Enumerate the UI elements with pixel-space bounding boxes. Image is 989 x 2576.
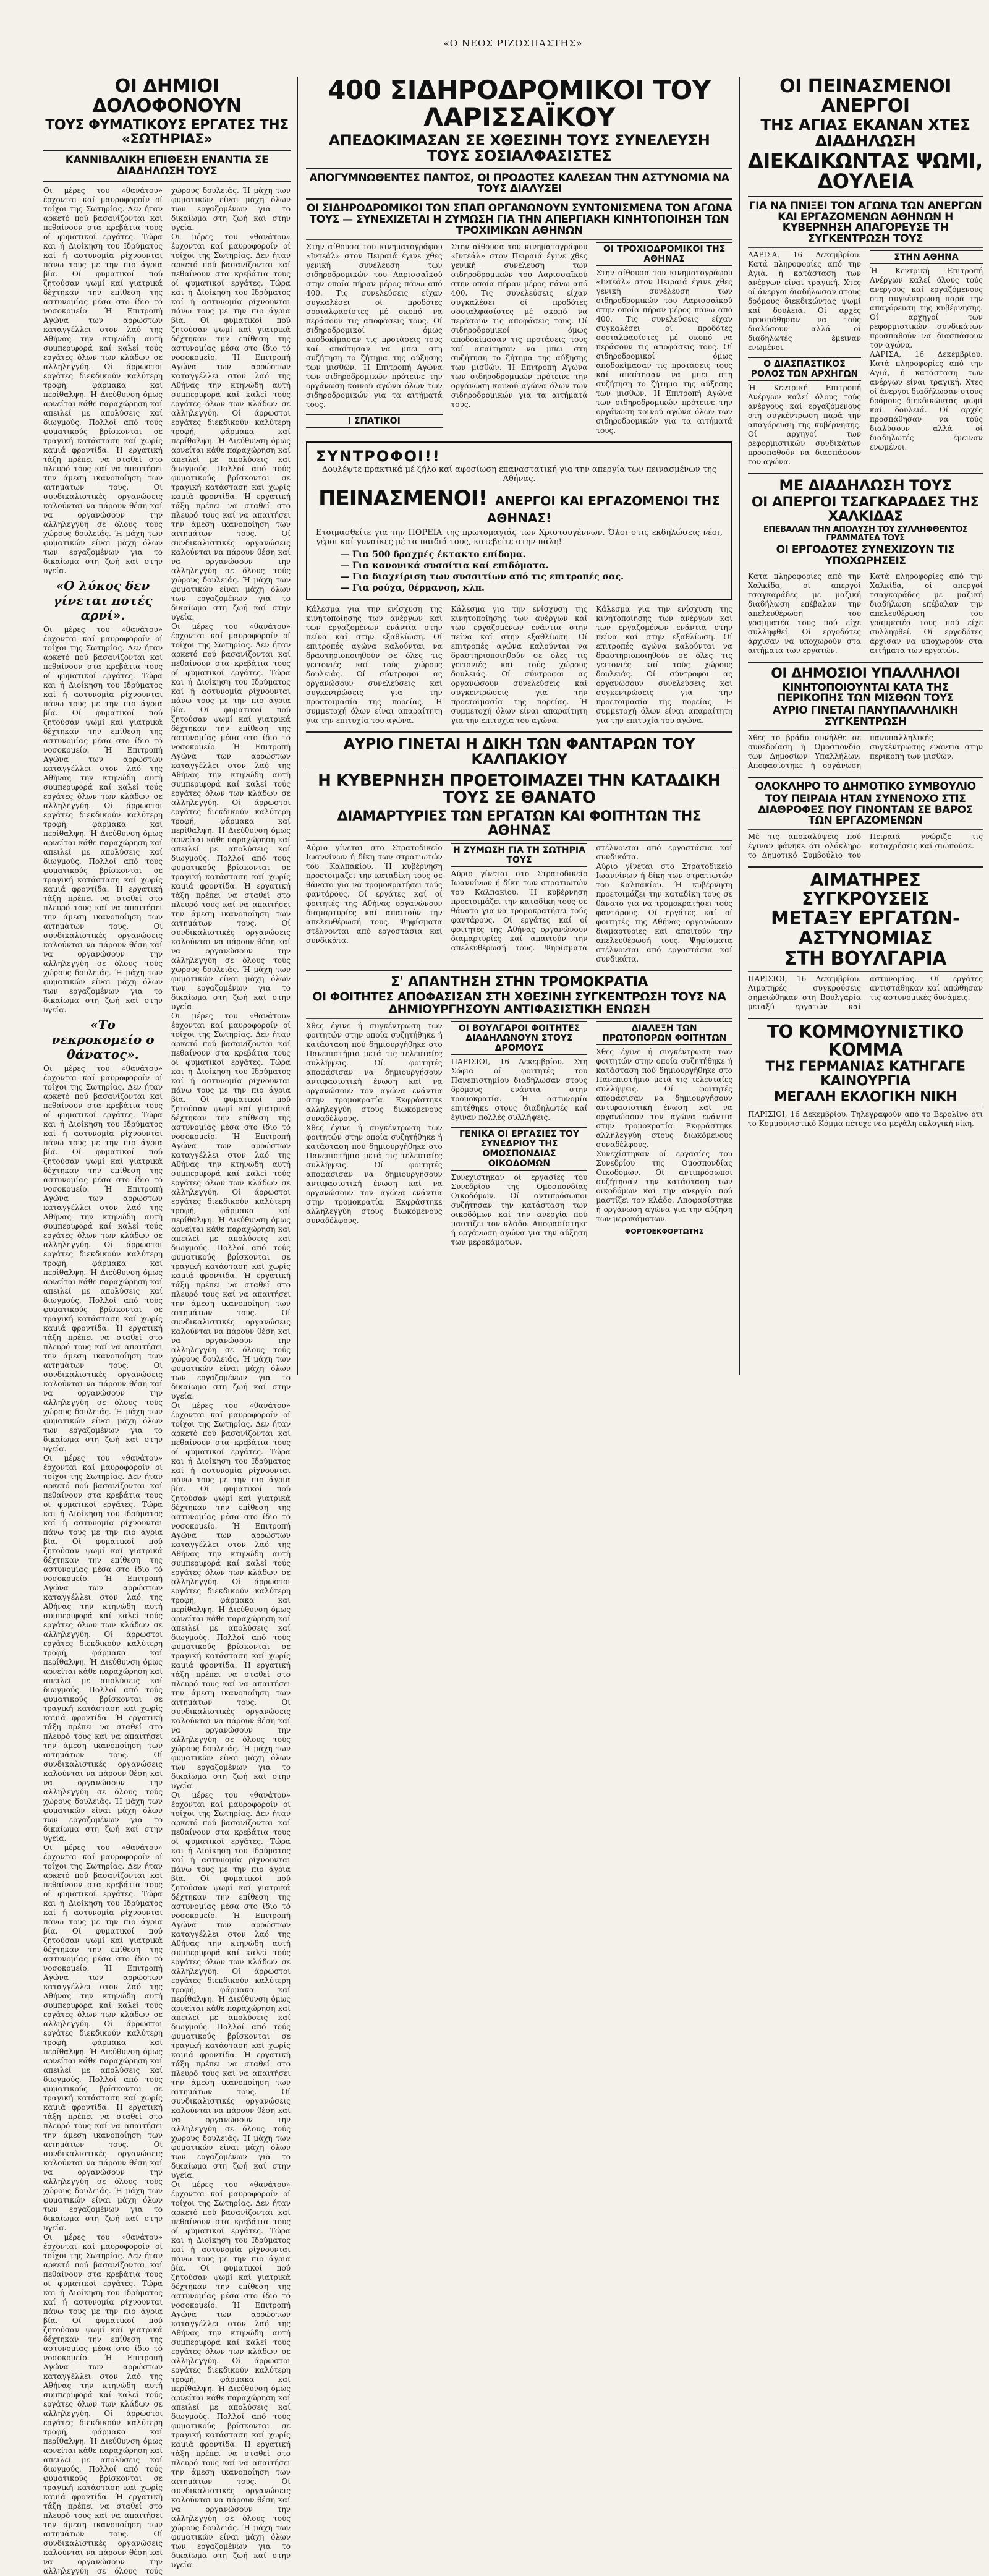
article-text: Κάλεσμα για την ενίσχυση της κινητοποίησης των ανέργων καί των εργαζομένων ενάντια στην πείνα καί στην εξαθλίωση. Οί επιτροπές αγώνα καλούνται να δραστηριοποιηθούν σε όλες τις γειτονιές καί τούς χώρους δουλειάς. Οί σύντροφοι ας οργανώσουν συνελεύσεις καί συγκεντρώσεις για την προετοιμασία της πορείας. Ή συμμετοχή όλων είναι απαραίτητη για την επιτυχία του αγώνα. <box>306 604 443 725</box>
callout-big-rest: ΑΝΕΡΓΟΙ ΚΑΙ ΕΡΓΑΖΟΜΕΝΟΙ ΤΗΣ ΑΘΗΝΑΣ! <box>486 493 720 526</box>
divider <box>748 829 983 830</box>
article-text: Στην αίθουσα του κινηματογράφου «Ιντεάλ» στον Πειραιά έγινε χθες γενική συνέλευση των σιδηροδρομικών του Λαρισσαϊκού στην οποία πήραν μέρος πάνω από 400. Τις συνελεύσεις είχαν συγκαλέσει οί προδότες σοσιαλφασίστες μέ σκοπό να περάσουν τις αποφάσεις τους. Οί σιδηροδρομικοί όμως αποδοκίμασαν τις προτάσεις τους καί απαίτησαν να μπει στη συζήτηση το ζήτημα της αύξησης των μισθών. Ή Επιτροπή Αγώνα των σιδηροδρομικών πρότεινε την οργάνωση κοινού αγώνα όλων των σιδηροδρομικών για τα αιτήματά τους. <box>596 268 732 435</box>
section-heading: Ι ΣΠΑΤΙΚΟΙ <box>306 414 443 428</box>
article-body <box>306 605 732 725</box>
section-heading: ΟΙ ΤΡΟΧΙΟΔΡΟΜΙΚΟΙ ΤΗΣ ΑΘΗΝΑΣ <box>596 242 732 266</box>
article-text: ΠΑΡΙΣΙΟΙ, 16 Δεκεμβρίου. Αιματηρές συγκρούσεις σημειώθηκαν στη Βουλγαρία μεταξύ εργατών καί αστυνομίας. Οί εργάτες αντιστάθηκαν καί απώθησαν τις αστυνομικές δυνάμεις. <box>748 974 983 1011</box>
divider <box>748 730 983 731</box>
divider <box>748 866 983 868</box>
article-text: ΠΑΡΙΣΙΟΙ, 16 Δεκεμβρίου. Τηλεγραφούν από το Βερολίνο ότι το Κομμουνιστικό Κόμμα πέτυχε νέα μεγάλη εκλογική νίκη. <box>748 1109 983 1128</box>
column-right <box>748 77 983 1375</box>
list-item: — Για ρούχα, θέρμανση, κλπ. <box>341 582 485 593</box>
headline: ΟΙ ΑΠΕΡΓΟΙ ΤΣΑΓΚΑΡΑΔΕΣ ΤΗΣ ΧΑΛΚΙΔΑΣ <box>751 495 980 525</box>
article-body <box>748 733 983 770</box>
headline: ΤΟΥ ΠΕΙΡΑΙΑ ΗΤΑΝ ΣΥΝΕΝΟΧΟ ΣΤΙΣ ΔΙΑΘΡΟΦΕΣ ΠΟΥ ΓΙΝΟΝΤΑΝ ΣΕ ΒΑΡΟΣ ΤΩΝ ΕΡΓΑΖΟΜΕΝΩΝ <box>758 792 973 827</box>
divider <box>306 840 732 841</box>
subheadline: ΚΑΝΝΙΒΑΛΙΚΗ ΕΠΙΘΕΣΗ ΕΝΑΝΤΙΑ ΣΕ ΔΙΑΔΗΛΩΣΗ ΤΟΥΣ <box>65 154 269 178</box>
article-body <box>43 186 291 2576</box>
divider <box>748 662 983 663</box>
article-text: Συνεχίστηκαν οί εργασίες του Συνεδρίου της Ομοσπονδίας Οικοδόμων. Οί αντιπρόσωποι συζήτησαν την κατάσταση των οικοδόμων καί την ανεργία πού μαστίζει τον κλάδο. Αποφασίστηκε ή οργάνωση αγώνα για την αύξηση των μεροκάματων. <box>596 1149 732 1223</box>
article-text: Οι μέρες του «θανάτου» έρχονται καί μαυροφοροίν οί τοίχοι της Σωτηρίας. Δεν ήταν αρκετό πού βασανίζονται καί πεθαίνουν στα κρεβάτια τους οί φυματικοί εργάτες. Τώρα και ή Διοίκηση του Ιδρύματος καί ή αστυνομία ρίχνουνται πάνω τους με την πιο άγρια βία. Οί φυματικοί πού ζητούσαν ψωμί καί γιατρικά δέχτηκαν την επίθεση της αστυνομίας μέσα στο ίδιο τό νοσοκομείο. Ή Επιτροπή Αγώνα των αρρώστων καταγγέλλει στον λαό της Αθήνας την κτηνώδη αυτή συμπεριφορά καί καλεί τούς εργάτες όλων των κλάδων σε αλληλεγγύη. Οί άρρωστοι εργάτες διεκδικούν καλύτερη τροφή, φάρμακα καί περίθαλψη. Ή Διεύθυνση όμως αρνείται κάθε παραχώρηση καί απειλεί με απολύσεις καί διωγμούς. Πολλοί από τούς φυματικούς βρίσκονται σε τραγική κατάσταση καί χωρίς καμιά φροντίδα. Ή εργατική τάξη πρέπει να σταθεί στο πλευρό τους καί να απαιτήσει την άμεση ικανοποίηση των αιτημάτων τους. Οί συνδικαλιστικές οργανώσεις καλούνται να πάρουν θέση καί να οργανώσουν την αλληλεγγύη σε όλους τούς χώρους δουλειάς. Ή μάχη των φυματικών είναι μάχη όλων των εργαζομένων για το δικαίωμα στη ζωή καί στην υγεία. <box>43 1843 163 2232</box>
headline: ΤΗΣ ΑΓΙΑΣ ΕΚΑΝΑΝ ΧΤΕΣ ΔΙΑΔΗΛΩΣΗ <box>760 116 970 150</box>
subheadline: ΟΙ ΕΡΓΟΔΟΤΕΣ ΣΥΝΕΧΙΖΟΥΝ ΤΙΣ ΥΠΟΧΩΡΗΣΕΙΣ <box>776 543 955 567</box>
article-text: Κάλεσμα για την ενίσχυση της κινητοποίησης των ανέργων καί των εργαζομένων ενάντια στην πείνα καί στην εξαθλίωση. Οί επιτροπές αγώνα καλούνται να δραστηριοποιηθούν σε όλες τις γειτονιές καί τούς χώρους δουλειάς. Οί σύντροφοι ας οργανώσουν συνελεύσεις καί συγκεντρώσεις για την προετοιμασία της πορείας. Ή συμμετοχή όλων είναι απαραίτητη για την επιτυχία του αγώνα. <box>451 604 588 725</box>
headline: ΜΕ ΔΙΑΔΗΛΩΣΗ ΤΟΥΣ <box>779 477 952 495</box>
headline: ΟΙ ΔΗΜΟΣΙΟΙ ΥΠΑΛΛΗΛΟΙ <box>771 666 960 682</box>
divider <box>43 150 291 151</box>
list-item: — Για διαχείριση των συσσιτίων από τις επιτροπές σας. <box>341 571 624 582</box>
headline: ΟΙ ΦΟΙΤΗΤΕΣ ΑΠΟΦΑΣΙΣΑΝ ΣΤΗ ΧΘΕΣΙΝΗ ΣΥΓΚΕΝΤΡΩΣΗ ΤΟΥΣ ΝΑ ΔΗΜΙΟΥΡΓΗΣΟΥΝ ΑΝΤΙΦΑΣΙΣΤΙΚΗ ΕΝΩΣΗ <box>312 990 726 1016</box>
article-text: Οι μέρες του «θανάτου» έρχονται καί μαυροφοροίν οί τοίχοι της Σωτηρίας. Δεν ήταν αρκετό πού βασανίζονται καί πεθαίνουν στα κρεβάτια τους οί φυματικοί εργάτες. Τώρα και ή Διοίκηση του Ιδρύματος καί ή αστυνομία ρίχνουνται πάνω τους με την πιο άγρια βία. Οί φυματικοί πού ζητούσαν ψωμί καί γιατρικά δέχτηκαν την επίθεση της αστυνομίας μέσα στο ίδιο τό νοσοκομείο. Ή Επιτροπή Αγώνα των αρρώστων καταγγέλλει στον λαό της Αθήνας την κτηνώδη αυτή συμπεριφορά καί καλεί τούς εργάτες όλων των κλάδων σε αλληλεγγύη. Οί άρρωστοι εργάτες διεκδικούν καλύτερη τροφή, φάρμακα καί περίθαλψη. Ή Διεύθυνση όμως αρνείται κάθε παραχώρηση καί απειλεί με απολύσεις καί διωγμούς. Πολλοί από τούς φυματικούς βρίσκονται σε τραγική κατάσταση καί χωρίς καμιά φροντίδα. Ή εργατική τάξη πρέπει να σταθεί στο πλευρό τους καί να απαιτήσει την άμεση ικανοποίηση των αιτημάτων τους. Οί συνδικαλιστικές οργανώσεις καλούνται να πάρουν θέση καί να οργανώσουν την αλληλεγγύη σε όλους τούς χώρους δουλειάς. Ή μάχη των φυματικών είναι μάχη όλων των εργαζομένων για το δικαίωμα στη ζωή καί στην υγεία. <box>171 2180 291 2569</box>
section-heading: ΓΕΝΙΚΑ ΟΙ ΕΡΓΑΣΙΕΣ ΤΟΥ ΣΥΝΕΔΡΙΟΥ ΤΗΣ ΟΜΟΣΠΟΝΔΙΑΣ ΟΙΚΟΔΟΜΩΝ <box>451 1127 588 1171</box>
article-text: Κάλεσμα για την ενίσχυση της κινητοποίησης των ανέργων καί των εργαζομένων ενάντια στην πείνα καί στην εξαθλίωση. Οί επιτροπές αγώνα καλούνται να δραστηριοποιηθούν σε όλες τις γειτονιές καί τούς χώρους δουλειάς. Οί σύντροφοι ας οργανώσουν συνελεύσεις καί συγκεντρώσεις για την προετοιμασία της πορείας. Ή συμμετοχή όλων είναι απαραίτητη για την επιτυχία του αγώνα. <box>596 604 732 725</box>
article-text: Χθες έγινε ή συγκέντρωση των φοιτητών στην οποία συζητήθηκε ή κατάσταση πού δημιουργήθηκε στο Πανεπιστήμιο μετά τις τελευταίες συλλήψεις. Οί φοιτητές αποφάσισαν να δημιουργήσουν αντιφασιστική ένωση καί να οργανώσουν τον αγώνα ενάντια στην τρομοκρατία. Εκφράστηκε αλληλεγγύη στους διωκόμενους συναδέλφους. <box>306 1123 443 1225</box>
headline: ΑΠΕΔΟΚΙΜΑΣΑΝ ΣΕ ΧΘΕΣΙΝΗ ΤΟΥΣ ΣΥΝΕΛΕΥΣΗ ΤΟΥΣ ΣΟΣΙΑΛΦΑΣΙΣΤΕΣ <box>328 132 710 165</box>
section-heading: ΣΤΗΝ ΑΘΗΝΑ <box>870 250 983 264</box>
divider <box>306 198 732 200</box>
callout-title: ΣΥΝΤΡΟΦΟΙ!! <box>316 447 441 465</box>
divider <box>306 168 732 169</box>
headline: ΜΕΓΑΛΗ ΕΚΛΟΓΙΚΗ ΝΙΚΗ <box>773 1089 957 1105</box>
divider <box>748 971 983 972</box>
divider <box>748 777 983 778</box>
pull-quote: «Ο λύκος δεν γίνεται ποτές αρνί». <box>53 578 153 623</box>
column-left <box>43 75 291 2575</box>
divider <box>43 181 291 182</box>
divider <box>748 196 983 197</box>
article-text: Χθες το βράδυ συνήλθε σε συνεδρίαση ή Ομοσπονδία των Δημοσίων Υπαλλήλων. Αποφασίστηκε ή οργάνωση πανυπαλληλικής συγκέντρωσης ενάντια στην περικοπή των μισθών. <box>748 733 983 770</box>
headline: ΜΕΤΑΞΥ ΕΡΓΑΤΩΝ-ΑΣΤΥΝΟΜΙΑΣ <box>771 908 960 949</box>
callout-box <box>306 441 732 600</box>
article-text: Οι μέρες του «θανάτου» έρχονται καί μαυροφοροίν οί τοίχοι της Σωτηρίας. Δεν ήταν αρκετό πού βασανίζονται καί πεθαίνουν στα κρεβάτια τους οί φυματικοί εργάτες. Τώρα και ή Διοίκηση του Ιδρύματος καί ή αστυνομία ρίχνουνται πάνω τους με την πιο άγρια βία. Οί φυματικοί πού ζητούσαν ψωμί καί γιατρικά δέχτηκαν την επίθεση της αστυνομίας μέσα στο ίδιο τό νοσοκομείο. Ή Επιτροπή Αγώνα των αρρώστων καταγγέλλει στον λαό της Αθήνας την κτηνώδη αυτή συμπεριφορά καί καλεί τούς εργάτες όλων των κλάδων σε αλληλεγγύη. Οί άρρωστοι εργάτες διεκδικούν καλύτερη τροφή, φάρμακα καί περίθαλψη. Ή Διεύθυνση όμως αρνείται κάθε παραχώρηση καί απειλεί με απολύσεις καί διωγμούς. Πολλοί από τούς φυματικούς βρίσκονται σε τραγική κατάσταση καί χωρίς καμιά φροντίδα. Ή εργατική τάξη πρέπει να σταθεί στο πλευρό τους καί να απαιτήσει την άμεση ικανοποίηση των αιτημάτων τους. Οί συνδικαλιστικές οργανώσεις καλούνται να πάρουν θέση καί να οργανώσουν την αλληλεγγύη σε όλους τούς χώρους δουλειάς. Ή μάχη των φυματικών είναι μάχη όλων των εργαζομένων για το δικαίωμα στη ζωή καί στην υγεία. <box>171 1011 291 1401</box>
column-divider <box>739 77 740 1375</box>
article-text: Χθες έγινε ή συγκέντρωση των φοιτητών στην οποία συζητήθηκε ή κατάσταση πού δημιουργήθηκε στο Πανεπιστήμιο μετά τις τελευταίες συλλήψεις. Οί φοιτητές αποφάσισαν να δημιουργήσουν αντιφασιστική ένωση καί να οργανώσουν τον αγώνα ενάντια στην τρομοκρατία. Εκφράστηκε αλληλεγγύη στους διωκόμενους συναδέλφους. <box>306 1021 443 1123</box>
article-text: Κατά πληροφορίες από την Χαλκίδα, οί απεργοί τσαγκαράδες με μαζική διαδήλωση επέβαλαν την απελευθέρωση του γραμματέα τους πού είχε συλληφθεί. Οί εργοδότες άρχισαν να υποχωρούν στα αιτήματα των εργατών. <box>748 572 861 655</box>
list-item: — Για κανονικά συσσίτια καί επιδόματα. <box>341 560 549 571</box>
article-text: ΠΑΡΙΣΙΟΙ, 16 Δεκεμβρίου. Στη Σόφια οί φοιτητές του Πανεπιστημίου διαδήλωσαν στους δρόμους ενάντια στην τρομοκρατία. Ή αστυνομία επιτέθηκε στους διαδηλωτές καί έγιναν πολλές συλλήψεις. <box>451 1057 588 1122</box>
headline: Η ΚΥΒΕΡΝΗΣΗ ΠΡΟΕΤΟΙΜΑΖΕΙ ΤΗΝ ΚΑΤΑΔΙΚΗ ΤΟΥΣ ΣΕ ΘΑΝΑΤΟ <box>318 772 721 808</box>
section-heading: Η ΖΥΜΩΣΗ ΓΙΑ ΤΗ ΣΩΤΗΡΙΑ ΤΟΥΣ <box>451 843 588 867</box>
headline: ΔΙΕΚΔΙΚΩΝΤΑΣ ΨΩΜΙ, ΔΟΥΛΕΙΑ <box>748 148 983 194</box>
headline: ΑΥΡΙΟ ΓΙΝΕΤΑΙ ΠΑΝΥΠΑΛΛΗΛΙΚΗ ΣΥΓΚΕΝΤΡΩΣΗ <box>773 704 958 728</box>
subheadline: ΑΠΟΓΥΜΝΩΘΕΝΤΕΣ ΠΑΝΤΟΣ, ΟΙ ΠΡΟΔΟΤΕΣ ΚΑΛΕΣΑΝ ΤΗΝ ΑΣΤΥΝΟΜΙΑ ΝΑ ΤΟΥΣ ΔΙΑΛΥΣΕΙ <box>309 171 729 195</box>
article-text: Αύριο γίνεται στο Στρατοδικείο Ιωαννίνων ή δίκη των στρατιωτών του Καλπακίου. Ή κυβέρνηση προετοιμάζει την καταδίκη τους σε θάνατο για να τρομοκρατήσει τούς φαντάρους. Οί εργάτες καί οί φοιτητές της Αθήνας οργανώνουν διαμαρτυρίες καί απαιτούν την απελευθέρωσή τους. Ψηφίσματα στέλνονται από εργοστάσια καί συνδικάτα. <box>451 843 732 952</box>
article-body <box>748 975 983 1012</box>
article-text: Στην αίθουσα του κινηματογράφου «Ιντεάλ» στον Πειραιά έγινε χθες γενική συνέλευση των σιδηροδρομικών του Λαρισσαϊκού στην οποία πήραν μέρος πάνω από 400. Τις συνελεύσεις είχαν συγκαλέσει οί προδότες σοσιαλφασίστες μέ σκοπό να περάσουν τις αποφάσεις τους. Οί σιδηροδρομικοί όμως αποδοκίμασαν τις προτάσεις τους καί απαίτησαν να μπει στη συζήτηση το ζήτημα της αύξησης των μισθών. Ή Επιτροπή Αγώνα των σιδηροδρομικών πρότεινε την οργάνωση κοινού αγώνα όλων των σιδηροδρομικών για τα αιτήματά τους. <box>451 242 588 409</box>
headline: ΑΥΡΙΟ ΓΙΝΕΤΑΙ Η ΔΙΚΗ ΤΩΝ ΦΑΝΤΑΡΩΝ ΤΟΥ ΚΑΛΠΑΚΙΟΥ <box>343 735 695 768</box>
article-text: Συνεχίστηκαν οί εργασίες του Συνεδρίου της Ομοσπονδίας Οικοδόμων. Οί αντιπρόσωποι συζήτησαν την κατάσταση των οικοδόμων καί την ανεργία πού μαστίζει τον κλάδο. Αποφασίστηκε ή οργάνωση αγώνα για την αύξηση των μεροκάματων. <box>451 1172 588 1247</box>
article-text: Αύριο γίνεται στο Στρατοδικείο Ιωαννίνων ή δίκη των στρατιωτών του Καλπακίου. Ή κυβέρνηση προετοιμάζει την καταδίκη τους σε θάνατο για να τρομοκρατήσει τούς φαντάρους. Οί εργάτες καί οί φοιτητές της Αθήνας οργανώνουν διαμαρτυρίες καί απαιτούν την απελευθέρωσή τους. Ψηφίσματα στέλνονται από εργοστάσια καί συνδικάτα. <box>596 861 732 963</box>
column-center <box>306 77 732 1375</box>
article-body <box>306 242 732 435</box>
article-body <box>748 832 983 860</box>
headline: ΟΙ ΔΗΜΙΟΙ ΔΟΛΟΦΟΝΟΥΝ <box>92 75 242 117</box>
section-heading: Ο ΔΙΑΣΠΑΣΤΙΚΟΣ ΡΟΛΟΣ ΤΩΝ ΑΡΧΗΓΩΝ <box>748 357 861 381</box>
masthead <box>43 37 983 72</box>
divider <box>306 1018 732 1019</box>
headline: ΟΛΟΚΛΗΡΟ ΤΟ ΔΗΜΟΤΙΚΟ ΣΥΜΒΟΥΛΙΟ <box>755 780 976 793</box>
headline: ΚΙΝΗΤΟΠΟΙΟΥΝΤΑΙ ΚΑΤΑ ΤΗΣ ΠΕΡΙΚΟΠΗΣ ΤΩΝ ΜΙΣΘΩΝ ΤΟΥΣ <box>777 681 954 705</box>
headline: ΤΗΣ ΓΕΡΜΑΝΙΑΣ ΚΑΤΗΓΑΓΕ ΚΑΙΝΟΥΡΓΙΑ <box>765 1059 966 1090</box>
subheadline: ΓΙΑ ΝΑ ΠΝΙΞΕΙ ΤΟΝ ΑΓΩΝΑ ΤΩΝ ΑΝΕΡΓΩΝ ΚΑΙ ΕΡΓΑΖΟΜΕΝΩΝ ΑΘΗΝΩΝ Η ΚΥΒΕΡΝΗΣΗ ΑΠΑΓΟΡΕΥΣΕ ΤΗ ΣΥΓΚΕΝΤΡΩΣΗ ΤΟΥΣ <box>749 199 982 245</box>
article-text: ΛΑΡΙΣΑ, 16 Δεκεμβρίου. Κατά πληροφορίες από την Αγιά, ή κατάσταση των ανέργων είναι τραγική. Χτες οί άνεργοι διαδήλωσαν στους δρόμους διεκδικώντας ψωμί καί δουλειά. Οί αρχές προσπάθησαν να τούς διαλύσουν αλλά οί διαδηλωτές έμειναν ενωμένοι. <box>748 250 861 352</box>
article-text: Οι μέρες του «θανάτου» έρχονται καί μαυροφοροίν οί τοίχοι της Σωτηρίας. Δεν ήταν αρκετό πού βασανίζονται καί πεθαίνουν στα κρεβάτια τους οί φυματικοί εργάτες. Τώρα και ή Διοίκηση του Ιδρύματος καί ή αστυνομία ρίχνουνται πάνω τους με την πιο άγρια βία. Οί φυματικοί πού ζητούσαν ψωμί καί γιατρικά δέχτηκαν την επίθεση της αστυνομίας μέσα στο ίδιο τό νοσοκομείο. Ή Επιτροπή Αγώνα των αρρώστων καταγγέλλει στον λαό της Αθήνας την κτηνώδη αυτή συμπεριφορά καί καλεί τούς εργάτες όλων των κλάδων σε αλληλεγγύη. Οί άρρωστοι εργάτες διεκδικούν καλύτερη τροφή, φάρμακα καί περίθαλψη. Ή Διεύθυνση όμως αρνείται κάθε παραχώρηση καί απειλεί με απολύσεις καί διωγμούς. Πολλοί από τούς φυματικούς βρίσκονται σε τραγική κατάσταση καί χωρίς καμιά φροντίδα. Ή εργατική τάξη πρέπει να σταθεί στο πλευρό τους καί να απαιτήσει την άμεση ικανοποίηση των αιτημάτων τους. Οί συνδικαλιστικές οργανώσεις καλούνται να πάρουν θέση καί να οργανώσουν την αλληλεγγύη σε όλους τούς χώρους δουλειάς. Ή μάχη των φυματικών είναι μάχη όλων των εργαζομένων για το δικαίωμα στη ζωή καί στην υγεία. <box>171 621 291 1011</box>
headline: ΤΟ ΚΟΜΜΟΥΝΙΣΤΙΚΟ ΚΟΜΜΑ <box>767 1021 964 1060</box>
headline: ΑΙΜΑΤΗΡΕΣ ΣΥΓΚΡΟΥΣΕΙΣ <box>802 870 929 909</box>
divider <box>748 247 983 248</box>
article-text: ΛΑΡΙΣΑ, 16 Δεκεμβρίου. Κατά πληροφορίες από την Αγιά, ή κατάσταση των ανέργων είναι τραγική. Χτες οί άνεργοι διαδήλωσαν στους δρόμους διεκδικώντας ψωμί καί δουλειά. Οί αρχές προσπάθησαν να τούς διαλύσουν αλλά οί διαδηλωτές έμειναν ενωμένοι. <box>870 350 983 452</box>
demands-list <box>341 549 723 594</box>
article-text: Κατά πληροφορίες από την Χαλκίδα, οί απεργοί τσαγκαράδες με μαζική διαδήλωση επέβαλαν την απελευθέρωση του γραμματέα τους πού είχε συλληφθεί. Οί εργοδότες άρχισαν να υποχωρούν στα αιτήματα των εργατών. <box>870 572 983 655</box>
article-text: Οι μέρες του «θανάτου» έρχονται καί μαυροφοροίν οί τοίχοι της Σωτηρίας. Δεν ήταν αρκετό πού βασανίζονται καί πεθαίνουν στα κρεβάτια τους οί φυματικοί εργάτες. Τώρα και ή Διοίκηση του Ιδρύματος καί ή αστυνομία ρίχνουνται πάνω τους με την πιο άγρια βία. Οί φυματικοί πού ζητούσαν ψωμί καί γιατρικά δέχτηκαν την επίθεση της αστυνομίας μέσα στο ίδιο τό νοσοκομείο. Ή Επιτροπή Αγώνα των αρρώστων καταγγέλλει στον λαό της Αθήνας την κτηνώδη αυτή συμπεριφορά καί καλεί τούς εργάτες όλων των κλάδων σε αλληλεγγύη. Οί άρρωστοι εργάτες διεκδικούν καλύτερη τροφή, φάρμακα καί περίθαλψη. Ή Διεύθυνση όμως αρνείται κάθε παραχώρηση καί απειλεί με απολύσεις καί διωγμούς. Πολλοί από τούς φυματικούς βρίσκονται σε τραγική κατάσταση καί χωρίς καμιά φροντίδα. Ή εργατική τάξη πρέπει να σταθεί στο πλευρό τους καί να απαιτήσει την άμεση ικανοποίηση των αιτημάτων τους. Οί συνδικαλιστικές οργανώσεις καλούνται να πάρουν θέση καί να οργανώσουν την αλληλεγγύη σε όλους τούς χώρους δουλειάς. Ή μάχη των φυματικών είναι μάχη όλων των εργαζομένων για το δικαίωμα στη ζωή καί στην υγεία. <box>171 232 291 621</box>
article-text: Οι μέρες του «θανάτου» έρχονται καί μαυροφοροίν οί τοίχοι της Σωτηρίας. Δεν ήταν αρκετό πού βασανίζονται καί πεθαίνουν στα κρεβάτια τους οί φυματικοί εργάτες. Τώρα και ή Διοίκηση του Ιδρύματος καί ή αστυνομία ρίχνουνται πάνω τους με την πιο άγρια βία. Οί φυματικοί πού ζητούσαν ψωμί καί γιατρικά δέχτηκαν την επίθεση της αστυνομίας μέσα στο ίδιο τό νοσοκομείο. Ή Επιτροπή Αγώνα των αρρώστων καταγγέλλει στον λαό της Αθήνας την κτηνώδη αυτή συμπεριφορά καί καλεί τούς εργάτες όλων των κλάδων σε αλληλεγγύη. Οί άρρωστοι εργάτες διεκδικούν καλύτερη τροφή, φάρμακα καί περίθαλψη. Ή Διεύθυνση όμως αρνείται κάθε παραχώρηση καί απειλεί με απολύσεις καί διωγμούς. Πολλοί από τούς φυματικούς βρίσκονται σε τραγική κατάσταση καί χωρίς καμιά φροντίδα. Ή εργατική τάξη πρέπει να σταθεί στο πλευρό τους καί να απαιτήσει την άμεση ικανοποίηση των αιτημάτων τους. Οί συνδικαλιστικές οργανώσεις καλούνται να πάρουν θέση καί να οργανώσουν την αλληλεγγύη σε όλους τούς χώρους δουλειάς. Ή μάχη των φυματικών είναι μάχη όλων των εργαζομένων για το δικαίωμα στη ζωή καί στην υγεία. <box>43 1453 163 1843</box>
article-text: Οι μέρες του «θανάτου» έρχονται καί μαυροφοροίν οί τοίχοι της Σωτηρίας. Δεν ήταν αρκετό πού βασανίζονται καί πεθαίνουν στα κρεβάτια τους οί φυματικοί εργάτες. Τώρα και ή Διοίκηση του Ιδρύματος καί ή αστυνομία ρίχνουνται πάνω τους με την πιο άγρια βία. Οί φυματικοί πού ζητούσαν ψωμί καί γιατρικά δέχτηκαν την επίθεση της αστυνομίας μέσα στο ίδιο τό νοσοκομείο. Ή Επιτροπή Αγώνα των αρρώστων καταγγέλλει στον λαό της Αθήνας την κτηνώδη αυτή συμπεριφορά καί καλεί τούς εργάτες όλων των κλάδων σε αλληλεγγύη. Οί άρρωστοι εργάτες διεκδικούν καλύτερη τροφή, φάρμακα καί περίθαλψη. Ή Διεύθυνση όμως αρνείται κάθε παραχώρηση καί απειλεί με απολύσεις καί διωγμούς. Πολλοί από τούς φυματικούς βρίσκονται σε τραγική κατάσταση καί χωρίς καμιά φροντίδα. Ή εργατική τάξη πρέπει να σταθεί στο πλευρό τους καί να απαιτήσει την άμεση ικανοποίηση των αιτημάτων τους. Οί συνδικαλιστικές οργανώσεις καλούνται να πάρουν θέση καί να οργανώσουν την αλληλεγγύη σε όλους τούς χώρους δουλειάς. Ή μάχη των φυματικών είναι μάχη όλων των εργαζομένων για το δικαίωμα στη ζωή καί στην υγεία. <box>171 1790 291 2180</box>
footer-signature: ΦΟΡΤΟΕΚΦΟΡΤΩΤΗΣ <box>624 1227 704 1235</box>
divider <box>306 731 732 733</box>
article-text: Οι μέρες του «θανάτου» έρχονται καί μαυροφοροίν οί τοίχοι της Σωτηρίας. Δεν ήταν αρκετό πού βασανίζονται καί πεθαίνουν στα κρεβάτια τους οί φυματικοί εργάτες. Τώρα και ή Διοίκηση του Ιδρύματος καί ή αστυνομία ρίχνουνται πάνω τους με την πιο άγρια βία. Οί φυματικοί πού ζητούσαν ψωμί καί γιατρικά δέχτηκαν την επίθεση της αστυνομίας μέσα στο ίδιο τό νοσοκομείο. Ή Επιτροπή Αγώνα των αρρώστων καταγγέλλει στον λαό της Αθήνας την κτηνώδη αυτή συμπεριφορά καί καλεί τούς εργάτες όλων των κλάδων σε αλληλεγγύη. Οί άρρωστοι εργάτες διεκδικούν καλύτερη τροφή, φάρμακα καί περίθαλψη. Ή Διεύθυνση όμως αρνείται κάθε παραχώρηση καί απειλεί με απολύσεις καί διωγμούς. Πολλοί από τούς φυματικούς βρίσκονται σε τραγική κατάσταση καί χωρίς καμιά φροντίδα. Ή εργατική τάξη πρέπει να σταθεί στο πλευρό τους καί να απαιτήσει την άμεση ικανοποίηση των αιτημάτων τους. Οί συνδικαλιστικές οργανώσεις καλούνται να πάρουν θέση καί να οργανώσουν την αλληλεγγύη σε όλους τούς χώρους δουλειάς. Ή μάχη των φυματικών είναι μάχη όλων των εργαζομένων για το δικαίωμα στη ζωή καί στην υγεία. <box>43 625 163 1014</box>
headline: Σ' ΑΠΑΝΤΗΣΗ ΣΤΗΝ ΤΡΟΜΟΚΡΑΤΙΑ <box>390 974 648 990</box>
headline: ΣΤΗ ΒΟΥΛΓΑΡΙΑ <box>784 948 947 970</box>
article-text: Χθες έγινε ή συγκέντρωση των φοιτητών στην οποία συζητήθηκε ή κατάσταση πού δημιουργήθηκε στο Πανεπιστήμιο μετά τις τελευταίες συλλήψεις. Οί φοιτητές αποφάσισαν να δημιουργήσουν αντιφασιστική ένωση καί να οργανώσουν τον αγώνα ενάντια στην τρομοκρατία. Εκφράστηκε αλληλεγγύη στους διωκόμενους συναδέλφους. <box>596 1047 732 1149</box>
article-text: Ή Κεντρική Επιτροπή Ανέργων καλεί όλους τούς ανέργους καί εργαζόμενους στη συγκέντρωση παρά την απαγόρευση της κυβέρνησης. Οί αρχηγοί των ρεφορμιστικών συνδικάτων προσπαθούν να διασπάσουν τον αγώνα. <box>870 267 983 350</box>
subheadline: ΕΠΕΒΑΛΑΝ ΤΗΝ ΑΠΟΛΥΣΗ ΤΟΥ ΣΥΛΛΗΦΘΕΝΤΟΣ ΓΡΑΜΜΑΤΕΑ ΤΟΥΣ <box>763 525 968 544</box>
callout-heading <box>316 486 723 526</box>
article-text: Οι μέρες του «θανάτου» έρχονται καί μαυροφοροίν οί τοίχοι της Σωτηρίας. Δεν ήταν αρκετό πού βασανίζονται καί πεθαίνουν στα κρεβάτια τους οί φυματικοί εργάτες. Τώρα και ή Διοίκηση του Ιδρύματος καί ή αστυνομία ρίχνουνται πάνω τους με την πιο άγρια βία. Οί φυματικοί πού ζητούσαν ψωμί καί γιατρικά δέχτηκαν την επίθεση της αστυνομίας μέσα στο ίδιο τό νοσοκομείο. Ή Επιτροπή Αγώνα των αρρώστων καταγγέλλει στον λαό της Αθήνας την κτηνώδη αυτή συμπεριφορά καί καλεί τούς εργάτες όλων των κλάδων σε αλληλεγγύη. Οί άρρωστοι εργάτες διεκδικούν καλύτερη τροφή, φάρμακα καί περίθαλψη. Ή Διεύθυνση όμως αρνείται κάθε παραχώρηση καί απειλεί με απολύσεις καί διωγμούς. Πολλοί από τούς φυματικούς βρίσκονται σε τραγική κατάσταση καί χωρίς καμιά φροντίδα. Ή εργατική τάξη πρέπει να σταθεί στο πλευρό τους καί να απαιτήσει την άμεση ικανοποίηση των αιτημάτων τους. Οί συνδικαλιστικές οργανώσεις καλούνται να πάρουν θέση καί να οργανώσουν την αλληλεγγύη σε όλους τούς χώρους δουλειάς. Ή μάχη των φυματικών είναι μάχη όλων των εργαζομένων για το δικαίωμα στη ζωή καί στην υγεία. <box>43 186 163 575</box>
article-text: Ή Κεντρική Επιτροπή Ανέργων καλεί όλους τούς ανέργους καί εργαζόμενους στη συγκέντρωση παρά την απαγόρευση της κυβέρνησης. Οί αρχηγοί των ρεφορμιστικών συνδικάτων προσπαθούν να διασπάσουν τον αγώνα. <box>748 383 861 467</box>
pull-quote: «Το νεκροκομείο ο θάνατος». <box>51 1017 155 1062</box>
headline: ΔΙΑΜΑΡΤΥΡΙΕΣ ΤΩΝ ΕΡΓΑΤΩΝ ΚΑΙ ΦΟΙΤΗΤΩΝ ΤΗΣ ΑΘΗΝΑΣ <box>337 808 702 838</box>
article-text: Οι μέρες του «θανάτου» έρχονται καί μαυροφοροίν οί τοίχοι της Σωτηρίας. Δεν ήταν αρκετό πού βασανίζονται καί πεθαίνουν στα κρεβάτια τους οί φυματικοί εργάτες. Τώρα και ή Διοίκηση του Ιδρύματος καί ή αστυνομία ρίχνουνται πάνω τους με την πιο άγρια βία. Οί φυματικοί πού ζητούσαν ψωμί καί γιατρικά δέχτηκαν την επίθεση της αστυνομίας μέσα στο ίδιο τό νοσοκομείο. Ή Επιτροπή Αγώνα των αρρώστων καταγγέλλει στον λαό της Αθήνας την κτηνώδη αυτή συμπεριφορά καί καλεί τούς εργάτες όλων των κλάδων σε αλληλεγγύη. Οί άρρωστοι εργάτες διεκδικούν καλύτερη τροφή, φάρμακα καί περίθαλψη. Ή Διεύθυνση όμως αρνείται κάθε παραχώρηση καί απειλεί με απολύσεις καί διωγμούς. Πολλοί από τούς φυματικούς βρίσκονται σε τραγική κατάσταση καί χωρίς καμιά φροντίδα. Ή εργατική τάξη πρέπει να σταθεί στο πλευρό τους καί να απαιτήσει την άμεση ικανοποίηση των αιτημάτων τους. Οί συνδικαλιστικές οργανώσεις καλούνται να πάρουν θέση καί να οργανώσουν την αλληλεγγύη σε όλους τούς χώρους δουλειάς. Ή μάχη των φυματικών είναι μάχη όλων των εργαζομένων για το δικαίωμα στη ζωή καί στην υγεία. <box>43 1064 163 1453</box>
article-body <box>748 572 983 655</box>
masthead-title: «Ο ΝΕΟΣ ΡΙΖΟΣΠΑΣΤΗΣ» <box>443 38 583 49</box>
subheadline: ΟΙ ΣΙΔΗΡΟΔΡΟΜΙΚΟΙ ΤΩΝ ΣΠΑΠ ΟΡΓΑΝΩΝΟΥΝ ΣΥΝΤΟΝΙΣΜΕΝΑ ΤΟΝ ΑΓΩΝΑ ΤΟΥΣ — ΣΥΝΕΧΙΖΕΤΑΙ Η ΖΥΜΩΣΗ ΓΙΑ ΤΗΝ ΑΠΕΡΓΙΑΚΗ ΚΙΝΗΤΟΠΟΙΗΣΗ ΤΩΝ ΤΡΟΧΙΜΙΚΩΝ ΑΘΗΝΩΝ <box>306 202 732 237</box>
column-divider <box>297 77 298 1375</box>
divider <box>748 473 983 474</box>
divider <box>306 970 732 971</box>
list-item: — Για 500 δραχμές έκτακτο επίδομα. <box>341 549 526 560</box>
article-body <box>306 843 732 964</box>
article-body <box>306 1021 732 1247</box>
callout-big: ΠΕΙΝΑΣΜΕΝΟΙ! <box>318 485 487 511</box>
headline: 400 ΣΙΔΗΡΟΔΡΟΜΙΚΟΙ ΤΟΥ ΛΑΡΙΣΣΑΪΚΟΥ <box>328 75 711 133</box>
article-body <box>748 250 983 467</box>
headline: ΤΟΥΣ ΦΥΜΑΤΙΚΟΥΣ ΕΡΓΑΤΕΣ ΤΗΣ «ΣΩΤΗΡΙΑΣ» <box>45 117 289 148</box>
callout-text: Ετοιμασθείτε για την ΠΟΡΕΙΑ της πρωτομαγιάς των Χριστουγέννων. Όλοι στις εκδηλώσεις νέοι, γέροι καί γυναίκες μέ τα παιδιά τους, κατεβείτε στην πάλη! <box>316 527 723 547</box>
newspaper-page <box>43 37 983 2575</box>
article-text: Στην αίθουσα του κινηματογράφου «Ιντεάλ» στον Πειραιά έγινε χθες γενική συνέλευση των σιδηροδρομικών του Λαρισσαϊκού στην οποία πήραν μέρος πάνω από 400. Τις συνελεύσεις είχαν συγκαλέσει οί προδότες σοσιαλφασίστες μέ σκοπό να περάσουν τις αποφάσεις τους. Οί σιδηροδρομικοί όμως αποδοκίμασαν τις προτάσεις τους καί απαίτησαν να μπει στη συζήτηση το ζήτημα της αύξησης των μισθών. Ή Επιτροπή Αγώνα των σιδηροδρομικών πρότεινε την οργάνωση κοινού αγώνα όλων των σιδηροδρομικών για τα αιτήματά τους. <box>306 242 443 409</box>
divider <box>306 239 732 240</box>
divider <box>748 1018 983 1019</box>
article-text: Μέ τις αποκαλύψεις πού έγιναν φάνηκε ότι ολόκληρο το Δημοτικό Συμβούλιο του Πειραιά γνώριζε τις καταχρήσεις καί σιωπούσε. <box>748 832 983 860</box>
article-text: Οι μέρες του «θανάτου» έρχονται καί μαυροφοροίν οί τοίχοι της Σωτηρίας. Δεν ήταν αρκετό πού βασανίζονται καί πεθαίνουν στα κρεβάτια τους οί φυματικοί εργάτες. Τώρα και ή Διοίκηση του Ιδρύματος καί ή αστυνομία ρίχνουνται πάνω τους με την πιο άγρια βία. Οί φυματικοί πού ζητούσαν ψωμί καί γιατρικά δέχτηκαν την επίθεση της αστυνομίας μέσα στο ίδιο τό νοσοκομείο. Ή Επιτροπή Αγώνα των αρρώστων καταγγέλλει στον λαό της Αθήνας την κτηνώδη αυτή συμπεριφορά καί καλεί τούς εργάτες όλων των κλάδων σε αλληλεγγύη. Οί άρρωστοι εργάτες διεκδικούν καλύτερη τροφή, φάρμακα καί περίθαλψη. Ή Διεύθυνση όμως αρνείται κάθε παραχώρηση καί απειλεί με απολύσεις καί διωγμούς. Πολλοί από τούς φυματικούς βρίσκονται σε τραγική κατάσταση καί χωρίς καμιά φροντίδα. Ή εργατική τάξη πρέπει να σταθεί στο πλευρό τους καί να απαιτήσει την άμεση ικανοποίηση των αιτημάτων τους. Οί συνδικαλιστικές οργανώσεις καλούνται να πάρουν θέση καί να οργανώσουν την αλληλεγγύη σε όλους τούς χώρους δουλειάς. Ή μάχη των φυματικών είναι μάχη όλων των εργαζομένων για το δικαίωμα στη ζωή καί στην υγεία. <box>171 1401 291 1790</box>
section-heading: ΔΙΑΛΕΞΗ ΤΩΝ ΠΡΩΤΟΠΟΡΩΝ ΦΟΙΤΗΤΩΝ <box>596 1021 732 1045</box>
headline: ΟΙ ΠΕΙΝΑΣΜΕΝΟΙ ΑΝΕΡΓΟΙ <box>779 75 951 117</box>
callout-text: Δουλέψτε πρακτικά μέ ζήλο καί αφοσίωση επαναστατική για την απεργία των πεινασμένων της Αθήνας. <box>321 464 717 484</box>
article-text: Οι μέρες του «θανάτου» έρχονται καί μαυροφοροίν οί τοίχοι της Σωτηρίας. Δεν ήταν αρκετό πού βασανίζονται καί πεθαίνουν στα κρεβάτια τους οί φυματικοί εργάτες. Τώρα και ή Διοίκηση του Ιδρύματος καί ή αστυνομία ρίχνουνται πάνω τους με την πιο άγρια βία. Οί φυματικοί πού ζητούσαν ψωμί καί γιατρικά δέχτηκαν την επίθεση της αστυνομίας μέσα στο ίδιο τό νοσοκομείο. Ή Επιτροπή Αγώνα των αρρώστων καταγγέλλει στον λαό της Αθήνας την κτηνώδη αυτή συμπεριφορά καί καλεί τούς εργάτες όλων των κλάδων σε αλληλεγγύη. Οί άρρωστοι εργάτες διεκδικούν καλύτερη τροφή, φάρμακα καί περίθαλψη. Ή Διεύθυνση όμως αρνείται κάθε παραχώρηση καί απειλεί με απολύσεις καί διωγμούς. Πολλοί από τούς φυματικούς βρίσκονται σε τραγική κατάσταση καί χωρίς καμιά φροντίδα. Ή εργατική τάξη πρέπει να σταθεί στο πλευρό τους καί να απαιτήσει την άμεση ικανοποίηση των αιτημάτων τους. Οί συνδικαλιστικές οργανώσεις καλούνται να πάρουν θέση καί να οργανώσουν την αλληλεγγύη σε όλους τούς χώρους δουλειάς. Ή μάχη των φυματικών είναι μάχη όλων των εργαζομένων για το δικαίωμα στη ζωή καί στην υγεία. <box>43 186 291 2575</box>
section-heading: ΟΙ ΒΟΥΛΓΑΡΟΙ ΦΟΙΤΗΤΕΣ ΔΙΑΔΗΛΩΝΟΥΝ ΣΤΟΥΣ ΔΡΟΜΟΥΣ <box>451 1021 588 1055</box>
article-text: Αύριο γίνεται στο Στρατοδικείο Ιωαννίνων ή δίκη των στρατιωτών του Καλπακίου. Ή κυβέρνηση προετοιμάζει την καταδίκη τους σε θάνατο για να τρομοκρατήσει τούς φαντάρους. Οί εργάτες καί οί φοιτητές της Αθήνας οργανώνουν διαμαρτυρίες καί απαιτούν την απελευθέρωσή τους. Ψηφίσματα στέλνονται από εργοστάσια καί συνδικάτα. <box>306 843 443 945</box>
